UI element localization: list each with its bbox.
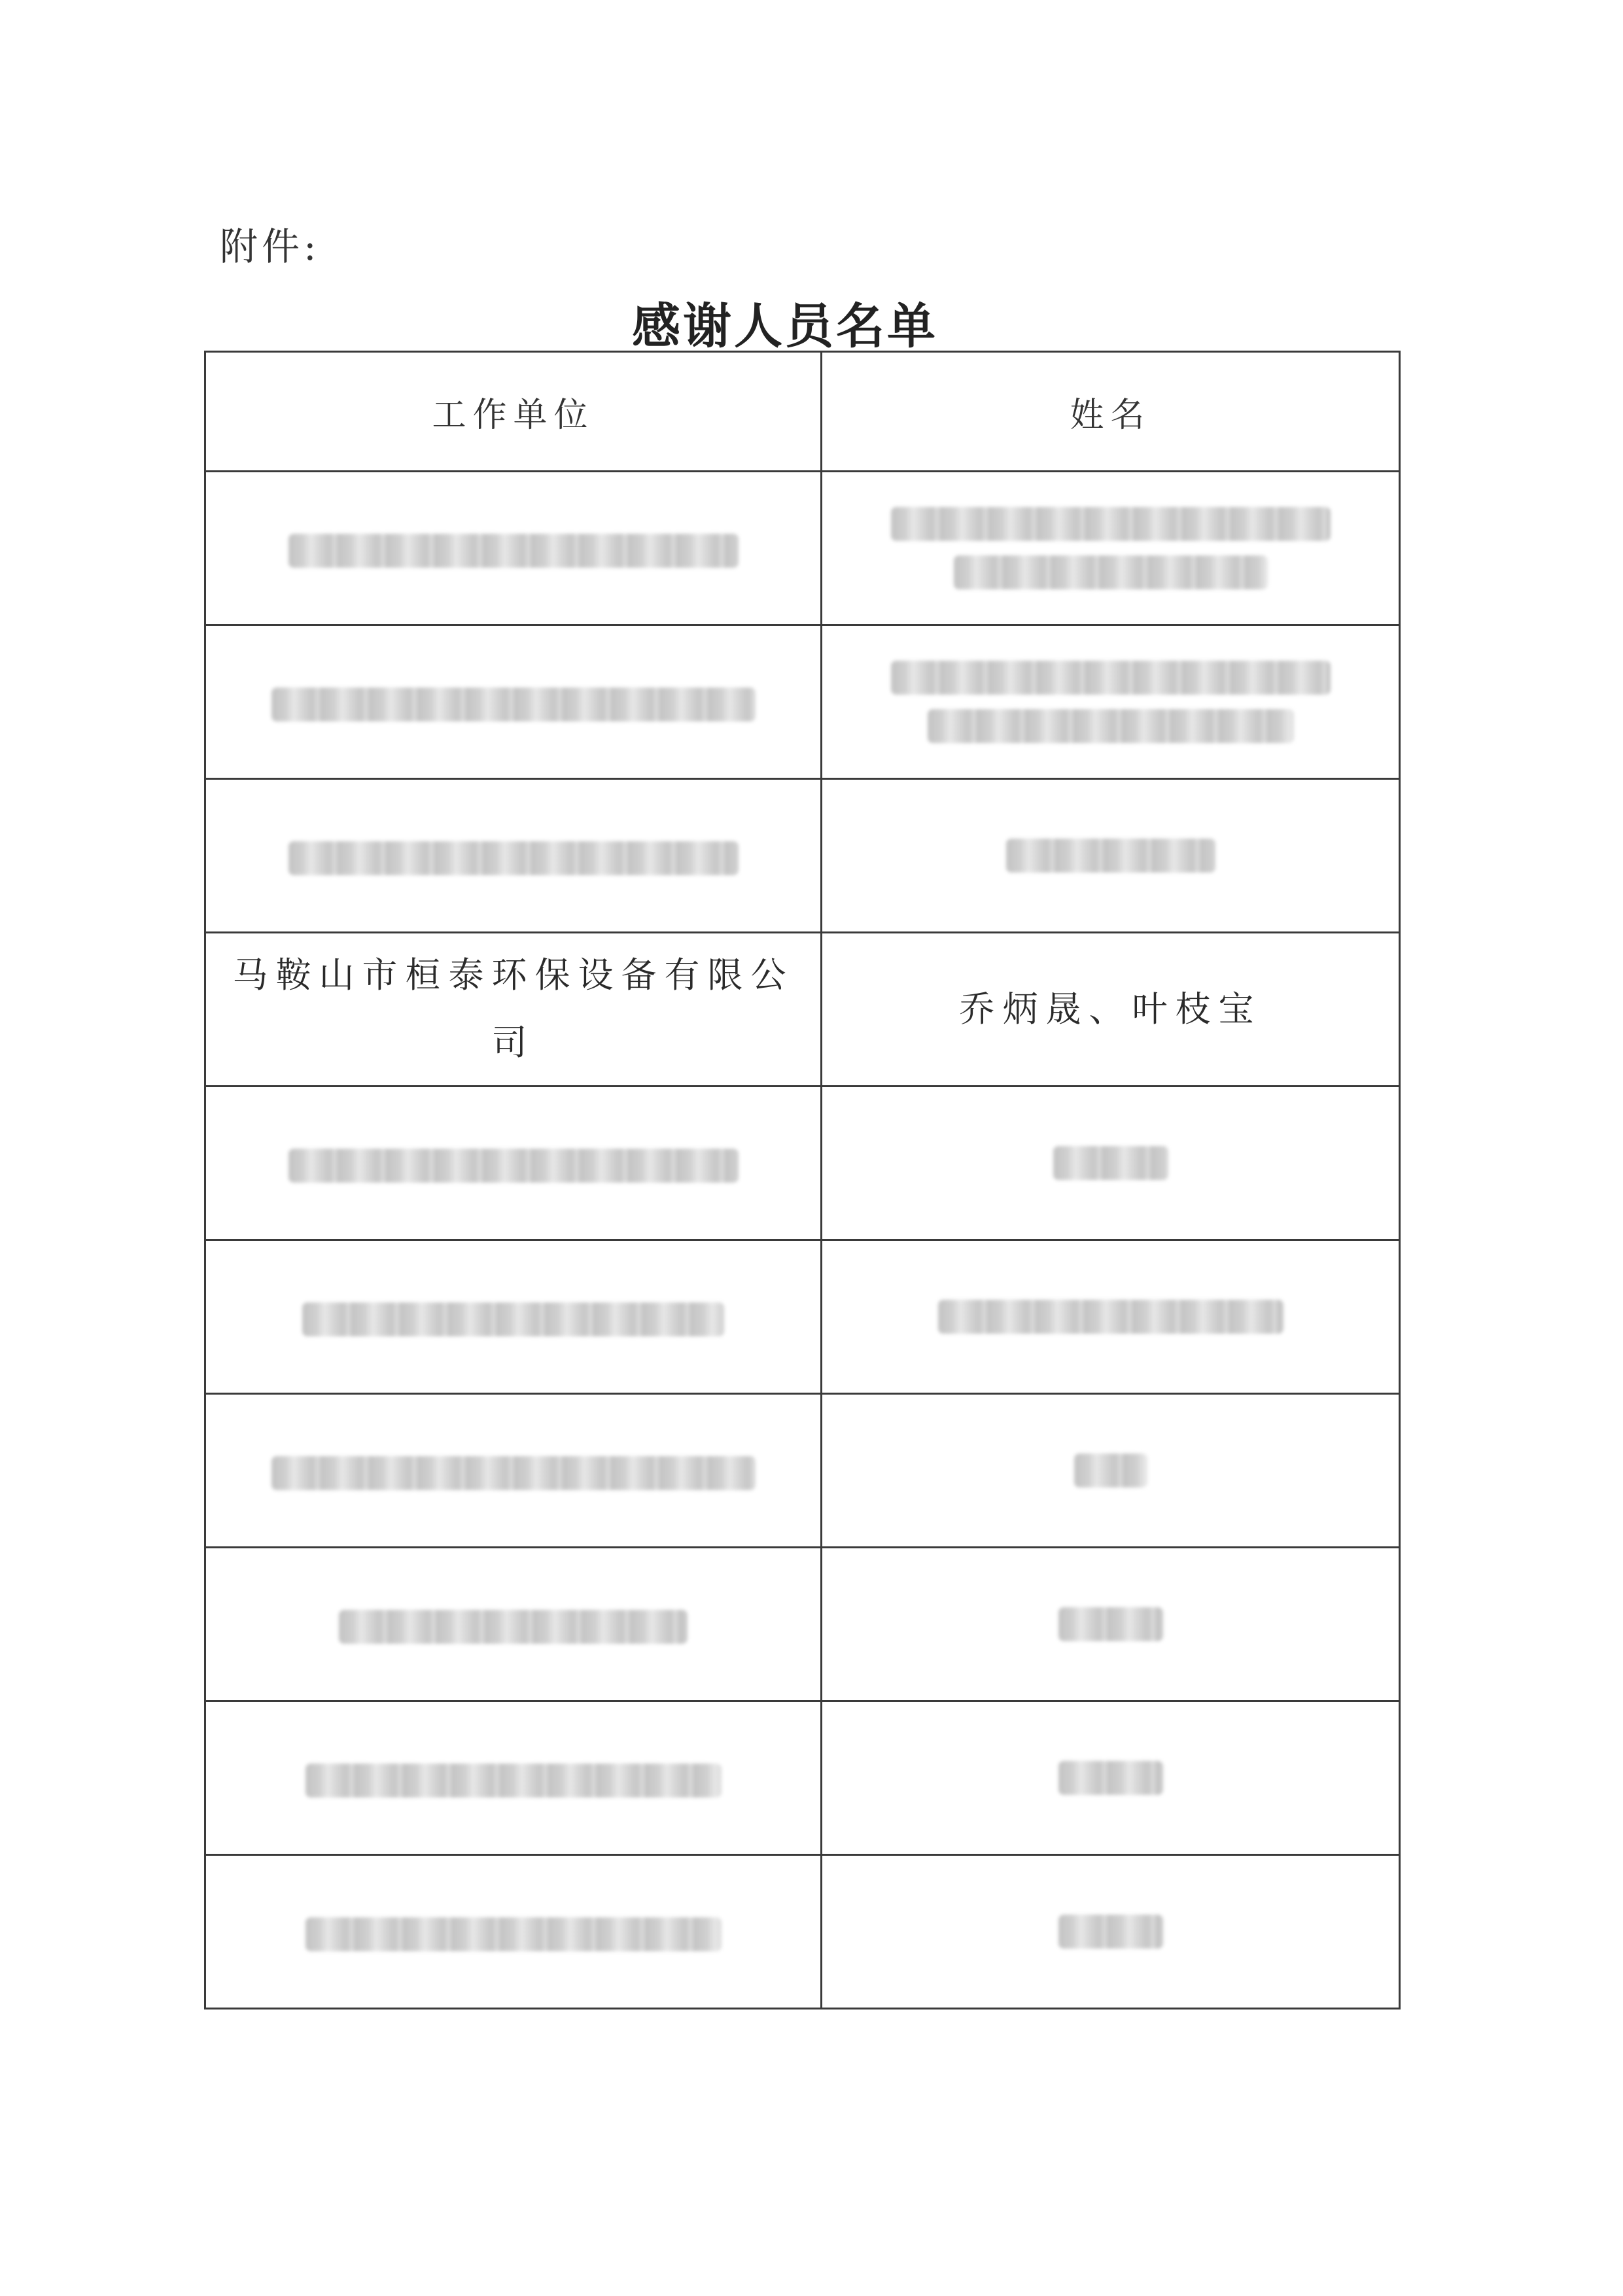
cell-work-unit (205, 1394, 822, 1548)
redacted-text-names (928, 709, 1294, 743)
names-table (204, 351, 1401, 2009)
redacted-text-unit (271, 687, 756, 722)
cell-person-names (822, 1548, 1400, 1701)
cell-work-unit: 马鞍山市桓泰环保设备有限公司 (205, 933, 822, 1087)
document-title: 感谢人员名单 (632, 298, 938, 355)
cell-person-names (822, 1701, 1400, 1855)
table-row (205, 933, 1400, 1087)
table-row (205, 1855, 1400, 2009)
cell-person-names (822, 779, 1400, 933)
attachment-label: 附件: (220, 224, 321, 269)
column-header-name: 姓名 (822, 352, 1400, 472)
table-row (205, 625, 1400, 779)
redacted-text-unit (339, 1610, 688, 1644)
redacted-text-names (1058, 1915, 1163, 1949)
cell-person-names (822, 472, 1400, 625)
redacted-text-unit (302, 1302, 724, 1336)
cell-work-unit (205, 1855, 822, 2009)
redacted-text-names (1058, 1761, 1163, 1795)
cell-work-unit (205, 1548, 822, 1701)
cell-work-unit (205, 1087, 822, 1240)
redacted-text-names (938, 1300, 1283, 1334)
acknowledgement-table (204, 351, 1399, 2009)
cell-person-names: 乔炳晟、叶枝宝 (822, 933, 1400, 1087)
redacted-text-names (1074, 1453, 1147, 1487)
redacted-text-unit (288, 1149, 739, 1183)
redacted-text-unit (288, 841, 739, 875)
cell-person-names (822, 1087, 1400, 1240)
table-header-row (205, 352, 1400, 472)
cell-person-names (822, 625, 1400, 779)
cell-work-unit (205, 1240, 822, 1394)
column-header-unit: 工作单位 (205, 352, 822, 472)
redacted-text-names (891, 661, 1331, 695)
table-row (205, 1394, 1400, 1548)
redacted-text-unit (271, 1456, 756, 1490)
redacted-text-names (1053, 1146, 1168, 1180)
table-row (205, 779, 1400, 933)
cell-work-unit (205, 472, 822, 625)
cell-work-unit (205, 625, 822, 779)
cell-work-unit (205, 779, 822, 933)
redacted-text-unit (288, 534, 739, 568)
table-row (205, 472, 1400, 625)
redacted-text-unit (305, 1764, 722, 1798)
table-body (205, 472, 1400, 2009)
cell-person-names (822, 1855, 1400, 2009)
redacted-text-names (891, 507, 1331, 541)
redacted-text-unit (305, 1917, 722, 1951)
table-row (205, 1240, 1400, 1394)
redacted-text-names (1058, 1607, 1163, 1641)
cell-person-names (822, 1394, 1400, 1548)
table-row (205, 1701, 1400, 1855)
cell-person-names (822, 1240, 1400, 1394)
redacted-text-names (954, 555, 1268, 589)
cell-work-unit (205, 1701, 822, 1855)
redacted-text-names (1006, 839, 1215, 873)
table-row (205, 1087, 1400, 1240)
table-row (205, 1548, 1400, 1701)
